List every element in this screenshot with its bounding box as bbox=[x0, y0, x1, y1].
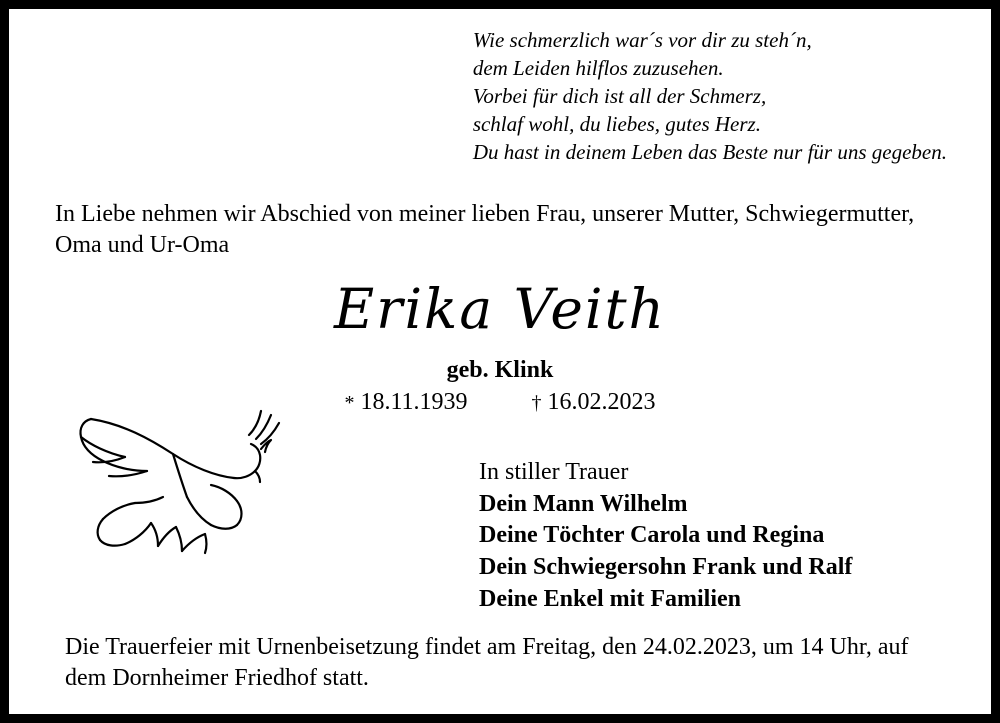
deceased-name: Erika Veith bbox=[334, 277, 666, 341]
maiden-name: geb. Klink bbox=[446, 357, 554, 383]
poem-block bbox=[473, 27, 947, 167]
birth-date: 18.11.1939 bbox=[360, 389, 468, 415]
cross-icon: † bbox=[531, 392, 542, 414]
mourner-line: Dein Schwiegersohn Frank und Ralf bbox=[479, 554, 853, 581]
death-date-group bbox=[532, 389, 656, 415]
mourners-block bbox=[479, 457, 852, 615]
dove-icon bbox=[65, 397, 295, 587]
birth-date-group bbox=[344, 389, 473, 415]
poem-line: Du hast in deinem Leben das Beste nur für uns gegeben. bbox=[472, 139, 947, 164]
intro-text: In Liebe nehmen wir Abschied von meiner lieben Frau, unserer Mutter, Schwiegermutter, Oma und Ur-Oma bbox=[55, 201, 915, 258]
poem-line: Wie schmerzlich war´s vor dir zu steh´n, bbox=[472, 28, 812, 52]
mourner-line: Dein Mann Wilhelm bbox=[479, 490, 688, 517]
funeral-details: Die Trauerfeier mit Urnenbeisetzung findet am Freitag, den 24.02.2023, um 14 Uhr, auf dem Dornheimer Friedhof statt. bbox=[65, 633, 909, 691]
mourner-line: Deine Enkel mit Familien bbox=[479, 585, 741, 612]
birth-star-icon: * bbox=[344, 392, 355, 414]
death-date: 16.02.2023 bbox=[547, 389, 656, 415]
poem-line: dem Leiden hilflos zuzusehen. bbox=[472, 55, 724, 80]
poem-line: schlaf wohl, du liebes, gutes Herz. bbox=[472, 111, 761, 136]
mourners-heading: In stiller Trauer bbox=[479, 459, 629, 485]
mourner-line: Deine Töchter Carola und Regina bbox=[479, 522, 825, 549]
poem-line: Vorbei für dich ist all der Schmerz, bbox=[472, 83, 767, 108]
